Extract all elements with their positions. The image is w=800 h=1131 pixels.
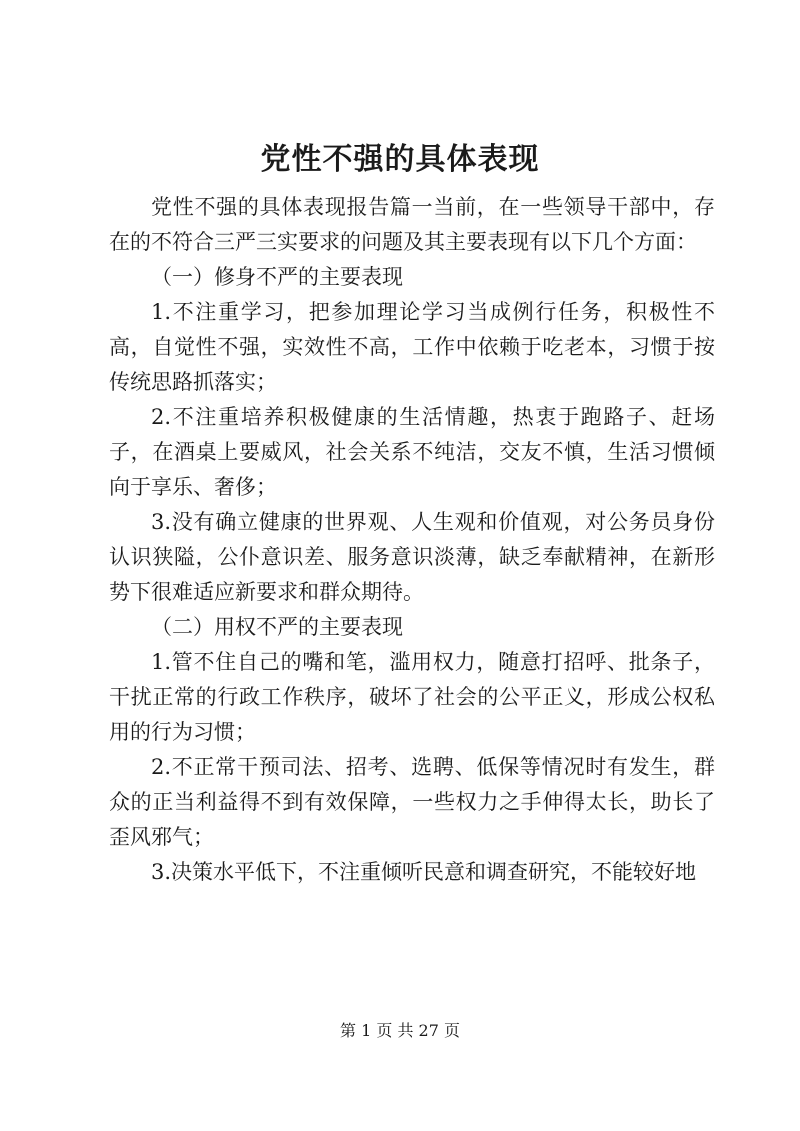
list-item: 3.决策水平低下，不注重倾听民意和调查研究，不能较好地 xyxy=(151,860,697,884)
document-title: 党性不强的具体表现 xyxy=(260,142,540,177)
list-item: 1.不注重学习，把参加理论学习当成例行任务，积极性不高，自觉性不强，实效性不高，工作中依赖于吃老本，习惯于按传统思路抓落实； xyxy=(109,300,715,394)
document-body xyxy=(109,190,715,890)
page-footer: 第 1 页 共 27 页 xyxy=(340,1021,460,1040)
paragraph-intro: 党性不强的具体表现报告篇一当前，在一些领导干部中，存在的不符合三严三实要求的问题及其主要表现有以下几个方面： xyxy=(109,195,715,254)
section-heading-2: （二）用权不严的主要表现 xyxy=(151,615,403,639)
list-item: 2.不注重培养积极健康的生活情趣，热衷于跑路子、赶场子，在酒桌上要威风，社会关系不纯洁，交友不慎，生活习惯倾向于享乐、奢侈； xyxy=(109,405,715,499)
section-heading-1: （一）修身不严的主要表现 xyxy=(151,265,403,289)
list-item: 2.不正常干预司法、招考、选聘、低保等情况时有发生，群众的正当利益得不到有效保障，一些权力之手伸得太长，助长了歪风邪气； xyxy=(109,755,715,849)
list-item: 1.管不住自己的嘴和笔，滥用权力，随意打招呼、批条子，干扰正常的行政工作秩序，破坏了社会的公平正义，形成公权私用的行为习惯； xyxy=(109,650,715,744)
list-item: 3.没有确立健康的世界观、人生观和价值观，对公务员身份认识狭隘，公仆意识差、服务意识淡薄，缺乏奉献精神，在新形势下很难适应新要求和群众期待。 xyxy=(109,510,715,604)
